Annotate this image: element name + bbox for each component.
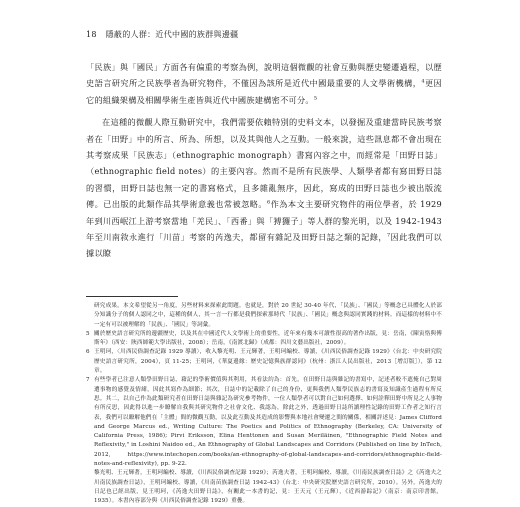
footnote-ref-5: 5 (313, 95, 318, 102)
footnote-text: 研究成果，本文希望從另一角度，另些材料來探索此問題。也就是，對於 20 世紀 30-40 年代，「民族」、「國民」等概念已具體化人於部分知識分子的個人認同之中，這種的個人，其一言一行都是我們探索那時代「民族」、「國民」概念與認同實踐的材料。而這樣的材料中不一定有可以被理解的「民族」、「國民」等詞彙。 (94, 303, 442, 328)
page-number: 18 (86, 30, 97, 39)
footnote-7: 7 有些學者已注意人類學田野日誌，藉記的學術價值與其利用，其看法約為：首先，在田野日誌與雜記的書寫中，記述者較不遮掩自己對周遭事物的感覺及情緒，因此其寫作為細節；其次，日誌中的記載除了自己的身份，更與我們人類學民族志的書寫及知識產生過程有所反思。其二，以自己作為此類研究者在田野日誌與雜記為研究參考物件，一位人類學者可以對自己如何選擇、如何詮釋田野中所見之人事物有所反思，因此得以進一步瞭解自我與其研究物件之社會文化、我認為，除此之外，透過田野日誌所讀理性記錄的田野工作者之知行言表，我們可以瞭解他們在「主體」間的微觀互動，以及此互動及其造成的影響與本地社會變遷之間的關係，相關評述見：James Clifford and George Marcus ed., Writing Culture: The Poetics and Politics of Ethnography (Berkeley, CA: University of California Press, 1986); Pirvi Eriksson, Elina Henttonen and Susan Meriläinen, "Ethnographic Field Notes and Reflexivity," in Loshini Naidoo ed., An Ethnography of Global Landscapes and Corridors (Published on line by InTech, 2012, https://www.intechopen.com/books/an-ethnography-of-global-landscapes-and-corridors/ethnographic-field-notes-and-reflexivity), pp. 9-22. (86, 377, 442, 468)
footnote-text: 黎光明、王元輝著，王明珂編校、導讀，《川西民俗調查記錄 1929》；芮逸夫著，王明珂編校、導讀，《川南民族調查日誌》之《芮逸夫之川南民族調查日誌》，王明珂編校、導讀，《川南苗族調查日誌 1942-43》（台北：中央研究院歷史語言研究所，2010）。另外，芮逸夫的日記也已經出版，見王明珂，《芮逸夫田野日誌》，有關此一本書的記，見：王天元（王元輝），《近西游踪記》（南京：南京印書館，1935）。本書內容部分與《川西民俗調查記錄 1929》重疊。 (94, 470, 442, 505)
footnotes (86, 302, 442, 507)
main-text (86, 59, 442, 262)
footnote-text: 有些學者已注意人類學田野日誌，藉記的學術價值與其利用，其看法約為：首先，在田野日誌與雜記的書寫中，記述者較不遮掩自己對周遭事物的感覺及情緒，因此其寫作為細節；其次，日誌中的記載除了自己的身份，更與我們人類學民族志的書寫及知識產生過程有所反思。其二，以自己作為此類研究者在田野日誌與雜記為研究參考物件，一位人類學者可以對自己如何選擇、如何詮釋田野中所見之人事物有所反思，因此得以進一步瞭解自我與其研究物件之社會文化、我認為，除此之外，透過田野日誌所讀理性記錄的田野工作者之知行言表，我們可以瞭解他們在「主體」間的微觀互動，以及此互動及其造成的影響與本地社會變遷之間的關係，相關評述見：James Clifford and George Marcus ed., Writing Culture: The Poetics and Politics of Ethnography (Berkeley, CA: University of California Press, 1986); Pirvi Eriksson, Elina Henttonen and Susan Meriläinen, "Ethnographic Field Notes and Reflexivity," in Loshini Naidoo ed., An Ethnography of Global Landscapes and Corridors (Published on line by InTech, 2012, https://www.intechopen.com/books/an-ethnography-of-global-landscapes-and-corridors/ethnographic-field-notes-and-reflexivity), pp. 9-22. (94, 377, 442, 468)
footnote-ref-7: 7 (386, 232, 391, 239)
paragraph-1-end: 更因它的組織架構及相關學術生產皆與近代中國族建構密不可分。 (86, 78, 442, 105)
running-header (86, 29, 238, 40)
footnote-5: 5 關於歷史語言研究所的邊疆歷史，以及其在中國近代人文學術上的重要性，近年來有幾本可讀性很高的著作出版，見：岳南，《陳寅恪與傅斯年》（西安：陝西師範大學出版社，2008）；岳南，《南渡北歸》（成都：四川文藝出版社，2009）。 (86, 330, 442, 347)
paragraph-1 (86, 59, 442, 108)
footnote-6: 6 王明珂，〈川西民俗調查記錄 1929 導讀〉，收入黎光明、王元輝著，王明珂編校、導讀，《川西民俗調查記錄 1929》（台北：中央研究院歷史語言研究所，2004），頁 11-25；王明珂，《華夏邊緣：歷史記憶與族群認同》（杭州：浙江人民出版社，2013［增訂版］），第 12 章。 (86, 349, 442, 375)
footnote-continued (86, 302, 442, 330)
footnote-divider (86, 296, 178, 297)
footnote-text: 關於歷史語言研究所的邊疆歷史，以及其在中國近代人文學術上的重要性，近年來有幾本可讀性很高的著作出版，見：岳南，《陳寅恪與傅斯年》（西安：陝西師範大學出版社，2008）；岳南，《南渡北歸》（成都：四川文藝出版社，2009）。 (94, 330, 442, 347)
footnote-ref-6: 6 (266, 199, 271, 206)
footnote-8 (86, 469, 442, 506)
paragraph-2-continued: 作為本文主要研究物件的兩位學者，於 1929 年到川西岷江上游考察當地「羌民」、「西番」與「猼玀子」等人群的黎光明，以及 1942-1943 年至川南敘永進行「川苗」考察的芮逸夫，都留有雜記及田野日誌之類的記錄， (86, 199, 442, 243)
paragraph-2-text: 在這種的微觀人際互動研究中，我們需要依賴特別的史料文本，以發掘及重建當時民族考察者在「田野」中的所言、所為、所想，以及其與他人之互動。一般來說，這些訊息都不會出現在其考察成果「民族志」（ethnographic monograph）書寫內容之中，而經常是「田野日誌」（ethnographic field notes）的主要內容。然而不是所有民族學、人類學者都有寫田野日誌的習慣，田野日誌也無一定的書寫格式，且多雜亂無序，因此，寫成的田野日誌也少被出版流傳。已出版的此類作品其學術意義也常被忽略。 (86, 117, 442, 210)
footnote-ref-4: 4 (421, 78, 425, 85)
paragraph-1-text: 「民族」與「國民」方面各有偏重的考察為例，說明這個微觀的社會互動與歷史變遷過程，以歷史語言研究所之民族學者為研究物件，不僅因為該所是近代中國最重要的人文學術機構， (86, 62, 442, 89)
paragraph-2 (86, 114, 442, 262)
footnote-text: 王明珂，〈川西民俗調查記錄 1929 導讀〉，收入黎光明、王元輝著，王明珂編校、導讀，《川西民俗調查記錄 1929》（台北：中央研究院歷史語言研究所，2004），頁 11-25；王明珂，《華夏邊緣：歷史記憶與族群認同》（杭州：浙江人民出版社，2013［增訂版］），第 12 章。 (94, 349, 442, 375)
running-title: 隱蔽的人群：近代中國的族群與邊疆 (105, 30, 239, 39)
paragraph-2-end: 因此我們可以據以瞭 (86, 232, 442, 259)
